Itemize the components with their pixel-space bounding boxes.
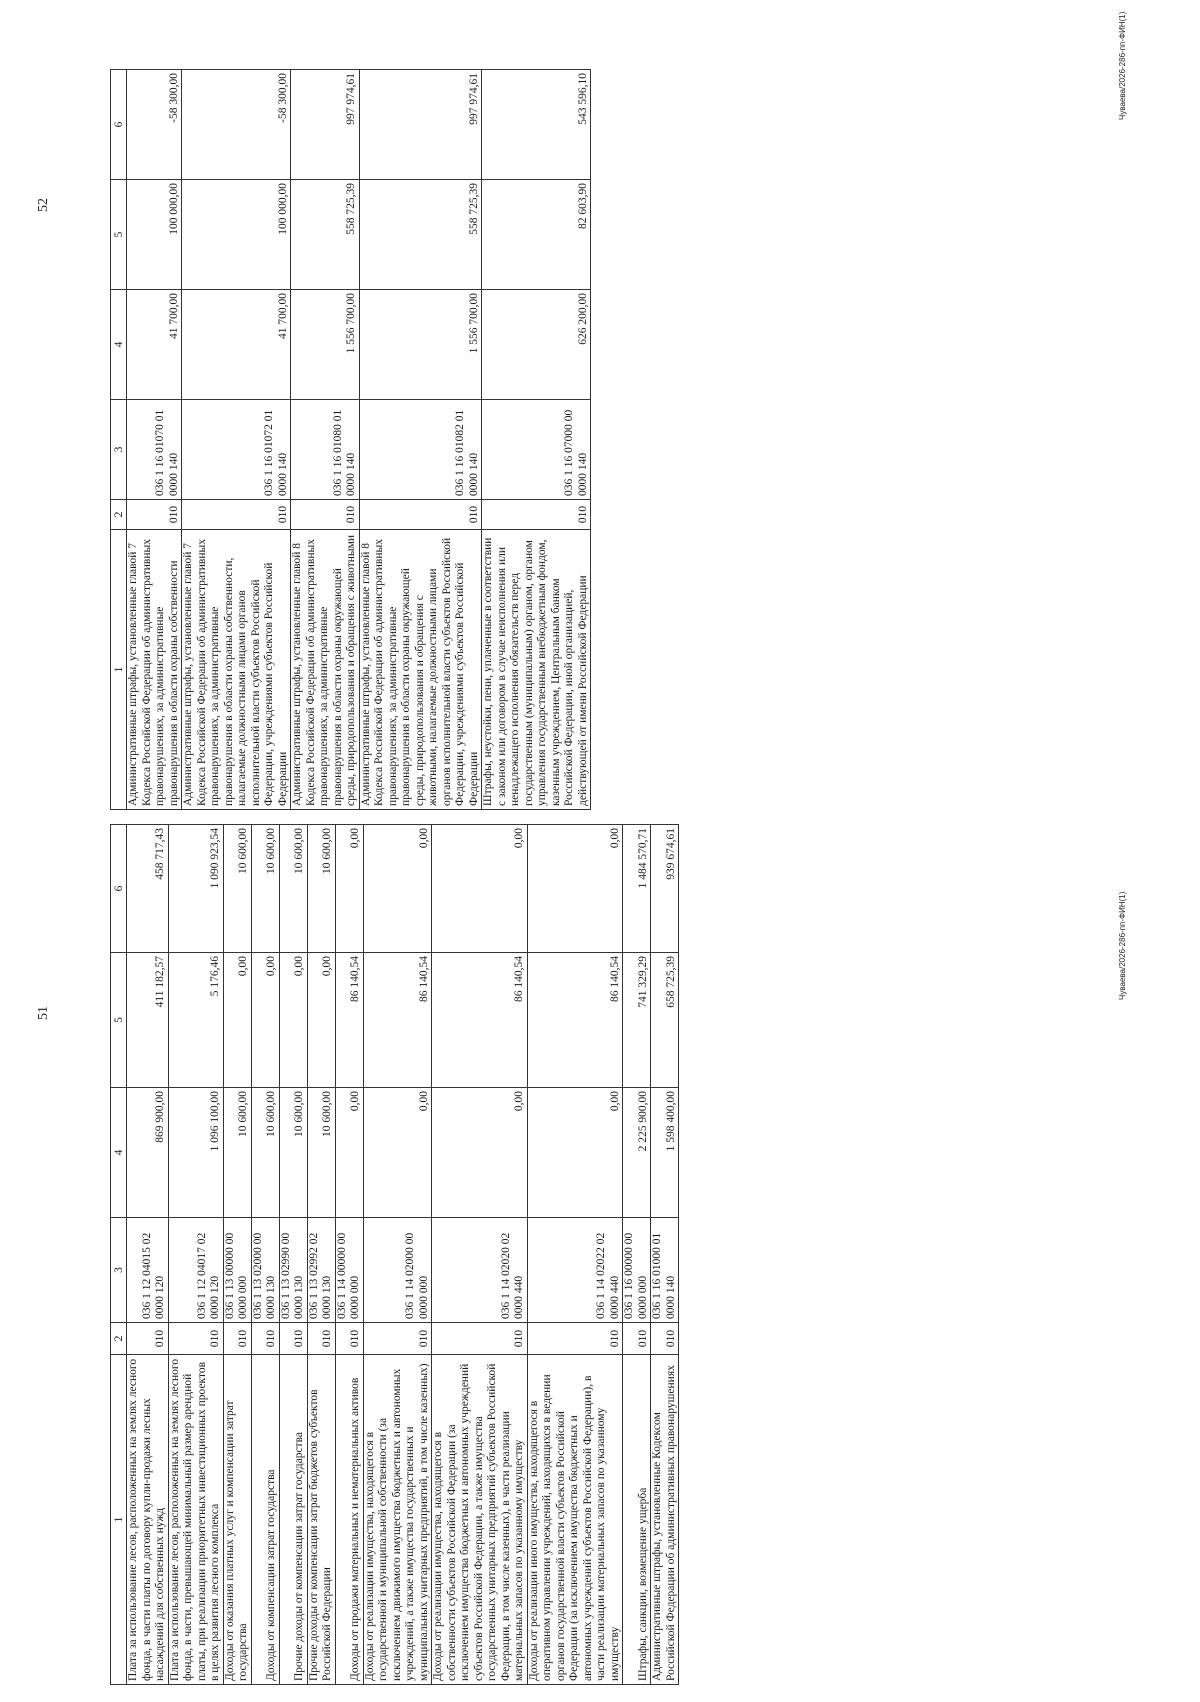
row-line-code-cell: 010 <box>623 1323 651 1355</box>
row-budget-code-cell: 036 1 16 01080 01 0000 140 <box>291 400 360 500</box>
row-approved-amount-cell: 1 096 100,00 <box>168 1088 223 1218</box>
row-line-code-cell: 010 <box>251 1323 279 1355</box>
row-executed-amount-cell: 100 000,00 <box>182 180 291 290</box>
row-line-code-cell: 010 <box>168 1323 223 1355</box>
row-name-cell: Административные штрафы, установленные главой 7 Кодекса Российской Федерации об административных правонарушениях, за административные правонарушения в области охраны собственности <box>127 530 182 810</box>
row-approved-amount-cell: 10 600,00 <box>223 1088 251 1218</box>
row-executed-amount-cell: 558 725,39 <box>359 180 482 290</box>
row-executed-amount-cell: 86 140,54 <box>363 953 432 1088</box>
row-line-code-cell: 010 <box>335 1323 363 1355</box>
row-unexecuted-amount-cell: 1 090 923,54 <box>168 825 223 953</box>
column-header: 2 <box>111 1323 127 1355</box>
table-row <box>251 825 279 1685</box>
column-header: 6 <box>111 70 127 180</box>
row-executed-amount-cell: 558 725,39 <box>291 180 360 290</box>
row-line-code-cell: 010 <box>359 500 482 530</box>
row-line-code-cell: 010 <box>223 1323 251 1355</box>
row-approved-amount-cell: 0,00 <box>363 1088 432 1218</box>
right-page-table <box>110 69 591 810</box>
table-row <box>279 825 307 1685</box>
row-unexecuted-amount-cell: -58 300,00 <box>127 70 182 180</box>
row-unexecuted-amount-cell: 997 974,61 <box>359 70 482 180</box>
row-line-code-cell: 010 <box>127 500 182 530</box>
row-line-code-cell: 010 <box>651 1323 679 1355</box>
row-budget-code-cell: 036 1 16 07000 00 0000 140 <box>482 400 591 500</box>
column-header: 3 <box>111 400 127 500</box>
page-number-left: 51 <box>36 1006 51 1020</box>
row-unexecuted-amount-cell: 0,00 <box>432 825 528 953</box>
row-approved-amount-cell: 41 700,00 <box>182 290 291 400</box>
row-line-code-cell: 010 <box>432 1323 528 1355</box>
row-budget-code-cell: 036 1 13 02000 00 0000 130 <box>251 1218 279 1323</box>
row-budget-code-cell: 036 1 14 02022 02 0000 440 <box>527 1218 623 1323</box>
row-name-cell: Прочие доходы от компенсации затрат бюджетов субъектов Российской Федерации <box>307 1355 335 1685</box>
table-row <box>432 825 528 1685</box>
table-row <box>223 825 251 1685</box>
row-name-cell: Административные штрафы, установленные Кодексом Российской Федерации об административных правонарушениях <box>651 1355 679 1685</box>
row-name-cell: Доходы от реализации имущества, находящегося в государственной и муниципальной собственности (за исключением движимого имущества бюджетных и автономных учреждений, а также имущества государственных и муниципальных унитарных предприятий, в том числе казенных) <box>363 1355 432 1685</box>
row-executed-amount-cell: 0,00 <box>251 953 279 1088</box>
table-row <box>291 70 360 810</box>
row-name-cell: Доходы от оказания платных услуг и компенсации затрат государства <box>223 1355 251 1685</box>
table-row <box>168 825 223 1685</box>
row-name-cell: Доходы от реализации имущества, находящегося в собственности субъектов Российской Федерации (за исключением имущества бюджетных и автономных учреждений субъектов Российской Федерации, а также имущества государственных унитарных предприятий субъектов Российской Федерации, в том числе казенных), в части реализации материальных запасов по указанному имуществу <box>432 1355 528 1685</box>
column-header: 5 <box>111 180 127 290</box>
row-budget-code-cell: 036 1 13 02990 00 0000 130 <box>279 1218 307 1323</box>
row-unexecuted-amount-cell: 10 600,00 <box>279 825 307 953</box>
row-executed-amount-cell: 100 000,00 <box>127 180 182 290</box>
table-row <box>359 70 482 810</box>
row-approved-amount-cell: 2 225 900,00 <box>623 1088 651 1218</box>
row-name-cell: Доходы от реализации иного имущества, находящегося в оперативном управлении учреждений, находящихся в ведении органов государственной власти субъектов Российской Федерации (за исключением имущества бюджетных и автономных учреждений субъектов Российской Федерации), в части реализации материальных запасов по указанному имуществу <box>527 1355 623 1685</box>
row-budget-code-cell: 036 1 13 02992 02 0000 130 <box>307 1218 335 1323</box>
table-header-row <box>111 70 127 810</box>
table-row <box>127 70 182 810</box>
row-name-cell: Доходы от компенсации затрат государства <box>251 1355 279 1685</box>
row-executed-amount-cell: 0,00 <box>223 953 251 1088</box>
row-name-cell: Прочие доходы от компенсации затрат государства <box>279 1355 307 1685</box>
row-name-cell: Штрафы, неустойки, пени, уплаченные в соответствии с законом или договором в случае неисполнения или ненадлежащего исполнения обязательств перед государственным (муниципальным) органом, органом управления государственным внебюджетным фондом, казенным учреждением, Центральным банком Российской Федерации, иной организацией, действующей от имени Российской Федерации <box>482 530 591 810</box>
row-budget-code-cell: 036 1 16 01082 01 0000 140 <box>359 400 482 500</box>
page-footer-left: Чуваева/2026-286-пп-ФИН(1) <box>1118 891 1127 1000</box>
row-line-code-cell: 010 <box>279 1323 307 1355</box>
row-executed-amount-cell: 658 725,39 <box>651 953 679 1088</box>
row-budget-code-cell: 036 1 16 01072 01 0000 140 <box>182 400 291 500</box>
row-executed-amount-cell: 411 182,57 <box>127 953 169 1088</box>
table-row <box>363 825 432 1685</box>
row-name-cell: Доходы от продажи материальных и нематериальных активов <box>335 1355 363 1685</box>
page-number-right: 52 <box>36 198 51 212</box>
row-unexecuted-amount-cell: 10 600,00 <box>307 825 335 953</box>
row-executed-amount-cell: 86 140,54 <box>432 953 528 1088</box>
row-executed-amount-cell: 0,00 <box>279 953 307 1088</box>
row-budget-code-cell: 036 1 16 01000 01 0000 140 <box>651 1218 679 1323</box>
page-footer-right: Чуваева/2026-286-пп-ФИН(1) <box>1118 11 1127 120</box>
row-approved-amount-cell: 1 556 700,00 <box>291 290 360 400</box>
row-unexecuted-amount-cell: 543 596,10 <box>482 70 591 180</box>
column-header: 5 <box>111 953 127 1088</box>
row-budget-code-cell: 036 1 12 04017 02 0000 120 <box>168 1218 223 1323</box>
table-row <box>623 825 651 1685</box>
row-budget-code-cell: 036 1 14 00000 00 0000 000 <box>335 1218 363 1323</box>
row-approved-amount-cell: 10 600,00 <box>307 1088 335 1218</box>
row-unexecuted-amount-cell: 458 717,43 <box>127 825 169 953</box>
row-executed-amount-cell: 86 140,54 <box>335 953 363 1088</box>
left-page-table-wrap <box>110 824 679 1685</box>
table-row <box>527 825 623 1685</box>
row-name-cell: Административные штрафы, установленные главой 8 Кодекса Российской Федерации об административных правонарушениях, за административные правонарушения в области охраны окружающей среды, природопользования и обращения с животными, налагаемые должностными лицами органов исполнительной власти субъектов Российской Федерации, учреждениями субъектов Российской Федерации <box>359 530 482 810</box>
row-name-cell: Административные штрафы, установленные главой 7 Кодекса Российской Федерации об административных правонарушениях, за административные правонарушения в области охраны собственности, налагаемые должностными лицами органов исполнительной власти субъектов Российской Федерации, учреждениями субъектов Российской Федерации <box>182 530 291 810</box>
row-line-code-cell: 010 <box>182 500 291 530</box>
row-budget-code-cell: 036 1 12 04015 02 0000 120 <box>127 1218 169 1323</box>
row-unexecuted-amount-cell: 0,00 <box>527 825 623 953</box>
row-name-cell: Административные штрафы, установленные главой 8 Кодекса Российской Федерации об административных правонарушениях, за административные правонарушения в области охраны окружающей среды, природопользования и обращения с животными <box>291 530 360 810</box>
table-row <box>182 70 291 810</box>
row-unexecuted-amount-cell: 0,00 <box>363 825 432 953</box>
row-approved-amount-cell: 1 556 700,00 <box>359 290 482 400</box>
row-approved-amount-cell: 41 700,00 <box>127 290 182 400</box>
column-header: 4 <box>111 290 127 400</box>
column-header: 4 <box>111 1088 127 1218</box>
row-executed-amount-cell: 82 603,90 <box>482 180 591 290</box>
row-approved-amount-cell: 0,00 <box>527 1088 623 1218</box>
row-line-code-cell: 010 <box>482 500 591 530</box>
table-row <box>335 825 363 1685</box>
table-row <box>651 825 679 1685</box>
column-header: 1 <box>111 530 127 810</box>
row-executed-amount-cell: 5 176,46 <box>168 953 223 1088</box>
row-executed-amount-cell: 0,00 <box>307 953 335 1088</box>
column-header: 6 <box>111 825 127 953</box>
column-header: 2 <box>111 500 127 530</box>
row-unexecuted-amount-cell: 0,00 <box>335 825 363 953</box>
row-approved-amount-cell: 869 900,00 <box>127 1088 169 1218</box>
row-approved-amount-cell: 10 600,00 <box>251 1088 279 1218</box>
table-header-row <box>111 825 127 1685</box>
row-budget-code-cell: 036 1 14 02000 00 0000 000 <box>363 1218 432 1323</box>
right-page-table-wrap <box>110 69 591 810</box>
row-unexecuted-amount-cell: 997 974,61 <box>291 70 360 180</box>
row-approved-amount-cell: 0,00 <box>432 1088 528 1218</box>
row-approved-amount-cell: 0,00 <box>335 1088 363 1218</box>
table-row <box>127 825 169 1685</box>
row-name-cell: Плата за использование лесов, расположенных на землях лесного фонда, в части, превышающей минимальный размер арендной платы, при реализации приоритетных инвестиционных проектов в целях развития лесного комплекса <box>168 1355 223 1685</box>
row-approved-amount-cell: 10 600,00 <box>279 1088 307 1218</box>
row-line-code-cell: 010 <box>127 1323 169 1355</box>
row-unexecuted-amount-cell: 1 484 570,71 <box>623 825 651 953</box>
row-name-cell: Плата за использование лесов, расположенных на землях лесного фонда, в части платы по договору купли-продажи лесных насаждений для собственных нужд <box>127 1355 169 1685</box>
row-approved-amount-cell: 1 598 400,00 <box>651 1088 679 1218</box>
row-approved-amount-cell: 626 200,00 <box>482 290 591 400</box>
row-line-code-cell: 010 <box>363 1323 432 1355</box>
row-budget-code-cell: 036 1 13 00000 00 0000 000 <box>223 1218 251 1323</box>
row-name-cell: Штрафы, санкции, возмещение ущерба <box>623 1355 651 1685</box>
row-line-code-cell: 010 <box>527 1323 623 1355</box>
row-budget-code-cell: 036 1 16 00000 00 0000 000 <box>623 1218 651 1323</box>
left-page-table <box>110 824 679 1685</box>
row-budget-code-cell: 036 1 16 01070 01 0000 140 <box>127 400 182 500</box>
row-unexecuted-amount-cell: 939 674,61 <box>651 825 679 953</box>
row-unexecuted-amount-cell: -58 300,00 <box>182 70 291 180</box>
table-row <box>482 70 591 810</box>
row-unexecuted-amount-cell: 10 600,00 <box>223 825 251 953</box>
row-executed-amount-cell: 741 329,29 <box>623 953 651 1088</box>
column-header: 1 <box>111 1355 127 1685</box>
row-executed-amount-cell: 86 140,54 <box>527 953 623 1088</box>
row-line-code-cell: 010 <box>291 500 360 530</box>
row-unexecuted-amount-cell: 10 600,00 <box>251 825 279 953</box>
row-line-code-cell: 010 <box>307 1323 335 1355</box>
table-row <box>307 825 335 1685</box>
row-budget-code-cell: 036 1 14 02020 02 0000 440 <box>432 1218 528 1323</box>
column-header: 3 <box>111 1218 127 1323</box>
